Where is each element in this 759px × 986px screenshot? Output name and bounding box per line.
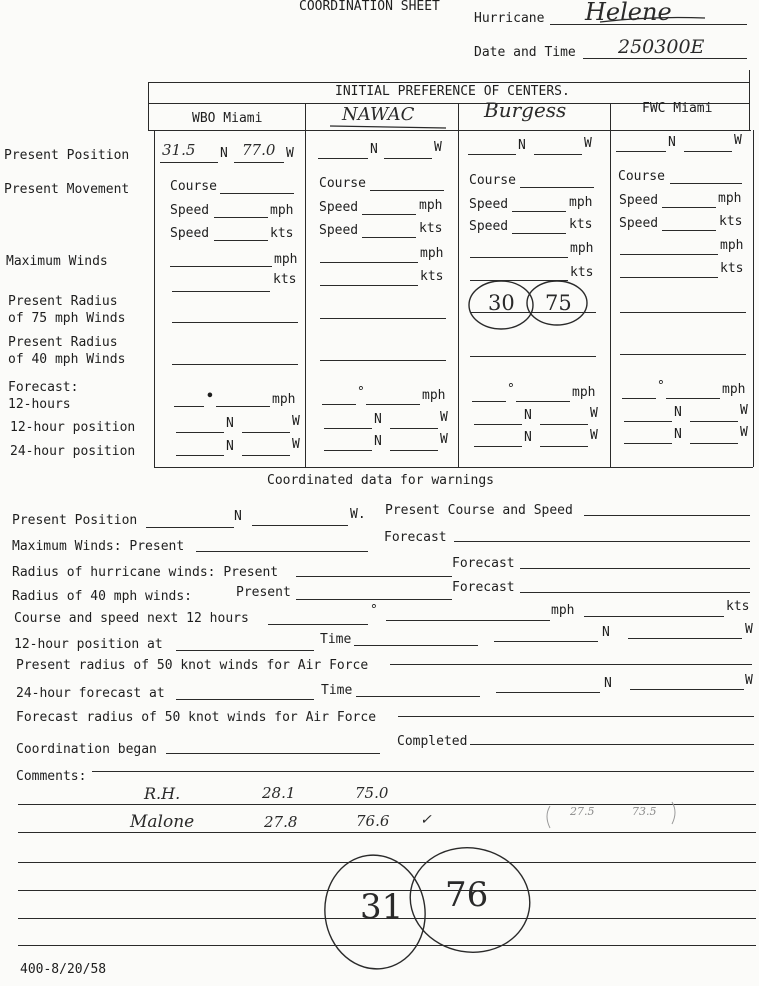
coord-mph-label: mph xyxy=(551,603,575,618)
col3-lat-field[interactable] xyxy=(468,154,516,155)
col3-speed-mph-field[interactable] xyxy=(512,211,566,212)
datetime-label: Date and Time xyxy=(474,45,576,60)
fwc-n-label: N xyxy=(668,135,676,150)
coord-speed-12-kts-field[interactable] xyxy=(584,616,724,617)
coord-position-lon-field[interactable] xyxy=(252,525,348,526)
column-fwc-miami: FWC Miami xyxy=(642,101,713,116)
col3-pos12-lat-field[interactable] xyxy=(474,424,522,425)
wbo-lat-field[interactable] xyxy=(160,162,218,163)
nawac-fc-deg-label: ° xyxy=(357,385,365,400)
wbo-pos12-n: N xyxy=(226,416,234,431)
column-nawac-handwritten: NAWAC xyxy=(342,104,415,125)
fwc-fc-speed-field[interactable] xyxy=(666,398,720,399)
nawac-radius40-field[interactable] xyxy=(320,360,446,361)
handwritten-faint-lat: 27.5 xyxy=(570,805,595,818)
col3-lon-field[interactable] xyxy=(534,154,582,155)
coord-radius-hurricane-present-field[interactable] xyxy=(296,576,452,577)
coord-pos12-n: N xyxy=(602,625,610,640)
table-bottom-border xyxy=(154,467,753,468)
nawac-maxwind-mph-field[interactable] xyxy=(320,262,418,263)
fwc-speed-label: Speed xyxy=(619,193,659,208)
wbo-speed-kts-field[interactable] xyxy=(214,240,268,241)
nawac-speed-label-2: Speed xyxy=(319,223,359,238)
nawac-course-label: Course xyxy=(319,176,366,191)
col3-radius75-value-a: 30 xyxy=(488,291,515,315)
handwritten-rh-lat: 28.1 xyxy=(262,784,296,802)
coord-radius40-forecast-field[interactable] xyxy=(520,592,750,593)
nawac-w-label: W xyxy=(434,140,442,155)
fwc-speed-label-2: Speed xyxy=(619,216,659,231)
form-number: 400-8/20/58 xyxy=(20,962,107,977)
col3-pos12-w: W xyxy=(590,406,598,421)
col3-speed-kts-field[interactable] xyxy=(512,233,566,234)
wbo-pos24-lon-field[interactable] xyxy=(242,455,290,456)
col3-fc-speed-field[interactable] xyxy=(516,401,570,402)
fwc-speed-kts-field[interactable] xyxy=(662,230,716,231)
nawac-pos24-w: W xyxy=(440,432,448,447)
col-divider-3 xyxy=(610,103,611,467)
nawac-maxwind-kts-field[interactable] xyxy=(320,285,418,286)
col3-maxwind-kts-field[interactable] xyxy=(470,280,568,281)
nawac-speed-label: Speed xyxy=(319,200,359,215)
fwc-speed-mph-field[interactable] xyxy=(662,207,716,208)
coord-began-field[interactable] xyxy=(166,753,380,754)
col3-course-field[interactable] xyxy=(520,187,594,188)
wbo-maxwind-kts-label: kts xyxy=(273,272,297,287)
wbo-n-label: N xyxy=(220,146,228,161)
wbo-fc-deg-label: • xyxy=(206,389,214,404)
faint-paren-left xyxy=(547,806,550,828)
coord-pos12-label: 12-hour position at xyxy=(14,637,163,652)
coord-fc24-n: N xyxy=(604,676,612,691)
coord-deg-label: ° xyxy=(370,603,378,618)
coord-radius40-label: Radius of 40 mph winds: xyxy=(12,589,193,604)
wbo-w-label: W xyxy=(286,146,294,161)
coord-radius50-forecast-field[interactable] xyxy=(398,716,754,717)
col3-maxwind-kts-label: kts xyxy=(570,265,594,280)
wbo-lon-handwritten: 77.0 xyxy=(242,141,276,159)
fwc-pos24-lon-field[interactable] xyxy=(690,443,738,444)
nawac-n-label: N xyxy=(370,142,378,157)
row-label-24-hour-position: 24-hour position xyxy=(10,444,136,459)
comments-line-1[interactable] xyxy=(92,771,754,772)
wbo-fc-speed-field[interactable] xyxy=(216,406,270,407)
handwritten-malone-lat: 27.8 xyxy=(264,813,298,831)
coord-fc24-time-label: Time xyxy=(321,683,353,698)
wbo-mph-label: mph xyxy=(270,203,294,218)
nawac-lat-field[interactable] xyxy=(318,158,368,159)
coord-radius50-present-field[interactable] xyxy=(390,664,752,665)
fwc-pos12-w: W xyxy=(740,403,748,418)
row-label-present-position: Present Position xyxy=(4,148,130,163)
coord-pos12-time-label: Time xyxy=(320,632,352,647)
row-label-present-movement: Present Movement xyxy=(4,182,130,197)
fwc-course-label: Course xyxy=(618,169,665,184)
coord-completed-label: Completed xyxy=(397,734,468,749)
handwritten-check-mark: ✓ xyxy=(420,812,432,828)
wbo-fc-mph-label: mph xyxy=(272,392,296,407)
fwc-fc-course-field[interactable] xyxy=(622,398,656,399)
coord-radius-hurricane-forecast-field[interactable] xyxy=(520,568,750,569)
coord-max-winds-present-field[interactable] xyxy=(196,551,368,552)
wbo-speed-label-2: Speed xyxy=(170,226,210,241)
datetime-handwritten: 250300E xyxy=(618,36,705,58)
row-label-radius75-line2: of 75 mph Winds xyxy=(8,311,126,326)
col3-pos12-lon-field[interactable] xyxy=(540,424,588,425)
nawac-maxwind-kts-label: kts xyxy=(420,269,444,284)
row-label-12-hours: 12-hours xyxy=(8,397,71,412)
comments-line-4[interactable] xyxy=(18,862,756,863)
fwc-pos12-lon-field[interactable] xyxy=(690,421,738,422)
nawac-speed-mph-field[interactable] xyxy=(362,214,416,215)
fwc-pos12-lat-field[interactable] xyxy=(624,421,672,422)
col3-n-label: N xyxy=(518,138,526,153)
col3-kts-label: kts xyxy=(569,217,593,232)
fwc-mph-label: mph xyxy=(718,191,742,206)
coordinated-heading: Coordinated data for warnings xyxy=(267,473,494,488)
wbo-speed-label: Speed xyxy=(170,203,210,218)
nawac-pos24-lon-field[interactable] xyxy=(390,450,438,451)
coord-completed-field[interactable] xyxy=(470,744,754,745)
coord-fc24-time-field[interactable] xyxy=(356,696,480,697)
row-label-radius40-line2: of 40 mph Winds xyxy=(8,352,126,367)
table-right-border xyxy=(753,130,754,467)
handwritten-circled-lat: 31 xyxy=(360,887,404,927)
nawac-lon-field[interactable] xyxy=(384,158,432,159)
col3-fc-mph-label: mph xyxy=(572,385,596,400)
wbo-maxwind-mph-label: mph xyxy=(274,252,298,267)
fwc-fc-mph-label: mph xyxy=(722,382,746,397)
column-burgess-handwritten: Burgess xyxy=(484,98,567,122)
coord-max-winds-forecast-field[interactable] xyxy=(454,541,750,542)
hurricane-name-handwritten: Helene xyxy=(585,0,672,26)
nawac-course-field[interactable] xyxy=(370,190,444,191)
wbo-kts-label: kts xyxy=(270,226,294,241)
fwc-lon-field[interactable] xyxy=(684,151,732,152)
fwc-pos12-n: N xyxy=(674,405,682,420)
handwritten-rh: R.H. xyxy=(144,784,181,803)
datetime-field[interactable] xyxy=(583,58,747,59)
col3-maxwind-mph-label: mph xyxy=(570,241,594,256)
coord-course-speed-field[interactable] xyxy=(584,515,750,516)
fwc-pos24-lat-field[interactable] xyxy=(624,443,672,444)
nawac-fc-speed-field[interactable] xyxy=(366,404,420,405)
col3-pos24-lat-field[interactable] xyxy=(474,446,522,447)
row-label-radius75-line1: Present Radius xyxy=(8,294,118,309)
comments-label: Comments: xyxy=(16,769,87,784)
handwritten-rh-lon: 75.0 xyxy=(355,784,389,802)
comments-line-7[interactable] xyxy=(18,945,756,946)
fwc-kts-label: kts xyxy=(719,214,743,229)
nawac-mph-label: mph xyxy=(419,198,443,213)
column-wbo-miami: WBO Miami xyxy=(192,111,263,126)
col3-radius75-value-b: 75 xyxy=(545,291,572,315)
hurricane-label: Hurricane xyxy=(474,11,545,26)
coord-course-12-field[interactable] xyxy=(268,624,368,625)
nawac-pos12-w: W xyxy=(440,410,448,425)
row-label-forecast: Forecast: xyxy=(8,380,79,395)
table-header-divider xyxy=(148,130,751,131)
table-top-border xyxy=(148,82,749,83)
row-label-radius40-line1: Present Radius xyxy=(8,335,118,350)
fwc-course-field[interactable] xyxy=(670,183,742,184)
wbo-pos12-lat-field[interactable] xyxy=(176,432,224,433)
nawac-pos12-lon-field[interactable] xyxy=(390,428,438,429)
col3-maxwind-mph-field[interactable] xyxy=(470,257,568,258)
col3-pos12-n: N xyxy=(524,408,532,423)
coord-pos12-time-field[interactable] xyxy=(354,645,478,646)
wbo-pos24-w: W xyxy=(292,437,300,452)
wbo-pos12-lon-field[interactable] xyxy=(242,432,290,433)
col3-fc-course-field[interactable] xyxy=(472,401,506,402)
col3-speed-label-2: Speed xyxy=(469,219,509,234)
nawac-pos24-n: N xyxy=(374,434,382,449)
col3-w-label: W xyxy=(584,136,592,151)
col3-mph-label: mph xyxy=(569,195,593,210)
nawac-fc-mph-label: mph xyxy=(422,388,446,403)
coord-max-winds-label: Maximum Winds: Present xyxy=(12,539,185,554)
coord-max-winds-forecast-label: Forecast xyxy=(384,530,447,545)
coord-radius50-forecast-label: Forecast radius of 50 knot winds for Air Force xyxy=(16,710,377,725)
fwc-radius75-field[interactable] xyxy=(620,312,746,313)
coord-radius40-present-field[interactable] xyxy=(296,599,452,600)
coord-fc24-at-field[interactable] xyxy=(176,699,314,700)
table-right-border-top xyxy=(749,70,750,130)
comments-line-3[interactable] xyxy=(18,832,756,833)
table-left-border-top xyxy=(148,82,149,130)
coord-course-speed-12-label: Course and speed next 12 hours xyxy=(14,611,249,626)
wbo-lat-handwritten: 31.5 xyxy=(162,141,196,159)
wbo-lon-field[interactable] xyxy=(234,162,284,163)
coord-position-w: W. xyxy=(350,507,366,522)
coord-speed-12-mph-field[interactable] xyxy=(386,620,550,621)
coord-fc24-w: W xyxy=(745,673,753,688)
col3-pos24-lon-field[interactable] xyxy=(540,446,588,447)
coord-pos12-at-field[interactable] xyxy=(176,650,314,651)
wbo-pos12-w: W xyxy=(292,414,300,429)
coord-position-lat-field[interactable] xyxy=(146,527,234,528)
fwc-maxwind-mph-field[interactable] xyxy=(620,254,718,255)
coord-fc24-lon-field[interactable] xyxy=(630,689,744,690)
sheet-title: COORDINATION SHEET xyxy=(299,0,440,14)
fwc-maxwind-kts-label: kts xyxy=(720,261,744,276)
col-divider-2 xyxy=(458,103,459,467)
coord-radius40-forecast-label: Forecast xyxy=(452,580,515,595)
fwc-maxwind-mph-label: mph xyxy=(720,238,744,253)
table-left-border xyxy=(154,130,155,467)
coord-radius40-present-label: Present xyxy=(236,585,291,600)
handwritten-faint-lon: 73.5 xyxy=(632,805,657,818)
wbo-radius40-field[interactable] xyxy=(172,364,298,365)
wbo-speed-mph-field[interactable] xyxy=(214,217,268,218)
wbo-radius75-field[interactable] xyxy=(172,322,298,323)
nawac-fc-course-field[interactable] xyxy=(322,404,356,405)
nawac-stroke xyxy=(330,126,446,128)
wbo-maxwind-mph-field[interactable] xyxy=(170,266,272,267)
col-divider-1 xyxy=(305,103,306,467)
fwc-lat-field[interactable] xyxy=(616,151,666,152)
wbo-pos24-n: N xyxy=(226,439,234,454)
nawac-speed-kts-field[interactable] xyxy=(362,237,416,238)
nawac-radius75-field[interactable] xyxy=(320,318,446,319)
table-heading: INITIAL PREFERENCE OF CENTERS. xyxy=(335,84,570,99)
coord-kts-label: kts xyxy=(726,599,750,614)
handwritten-malone-lon: 76.6 xyxy=(356,812,390,830)
coord-began-label: Coordination began xyxy=(16,742,157,757)
coord-pos12-lat-field[interactable] xyxy=(494,641,598,642)
fwc-fc-deg-label: ° xyxy=(657,379,665,394)
col3-pos24-n: N xyxy=(524,430,532,445)
col3-course-label: Course xyxy=(469,173,516,188)
faint-paren-right xyxy=(672,802,675,824)
coord-radius-hurricane-label: Radius of hurricane winds: Present xyxy=(12,565,279,580)
nawac-maxwind-mph-label: mph xyxy=(420,246,444,261)
fwc-w-label: W xyxy=(734,133,742,148)
coord-present-position-label: Present Position xyxy=(12,513,138,528)
wbo-course-field[interactable] xyxy=(220,193,294,194)
row-label-12-hour-position: 12-hour position xyxy=(10,420,136,435)
col3-fc-deg-label: ° xyxy=(507,382,515,397)
handwritten-circled-lon: 76 xyxy=(445,875,489,915)
coord-course-speed-label: Present Course and Speed xyxy=(385,503,573,518)
wbo-course-label: Course xyxy=(170,179,217,194)
wbo-maxwind-kts-field[interactable] xyxy=(172,291,270,292)
wbo-pos24-lat-field[interactable] xyxy=(176,455,224,456)
nawac-pos24-lat-field[interactable] xyxy=(324,450,372,451)
fwc-radius40-field[interactable] xyxy=(620,354,746,355)
wbo-fc-course-field[interactable] xyxy=(174,406,204,407)
coord-fc24-label: 24-hour forecast at xyxy=(16,686,165,701)
col3-radius40-field[interactable] xyxy=(470,356,596,357)
row-label-maximum-winds: Maximum Winds xyxy=(6,254,108,269)
fwc-pos24-w: W xyxy=(740,425,748,440)
coord-fc24-lat-field[interactable] xyxy=(496,692,600,693)
col3-pos24-w: W xyxy=(590,428,598,443)
coord-radius-hurricane-forecast-label: Forecast xyxy=(452,556,515,571)
handwritten-malone: Malone xyxy=(130,812,195,832)
coord-radius50-present-label: Present radius of 50 knot winds for Air Force xyxy=(16,658,369,673)
nawac-kts-label: kts xyxy=(419,221,443,236)
col3-speed-label: Speed xyxy=(469,197,509,212)
coord-pos12-w: W xyxy=(745,622,753,637)
nawac-pos12-lat-field[interactable] xyxy=(324,428,372,429)
fwc-pos24-n: N xyxy=(674,427,682,442)
coord-position-n: N xyxy=(234,509,242,524)
nawac-pos12-n: N xyxy=(374,412,382,427)
fwc-maxwind-kts-field[interactable] xyxy=(620,277,718,278)
coord-pos12-lon-field[interactable] xyxy=(628,638,742,639)
